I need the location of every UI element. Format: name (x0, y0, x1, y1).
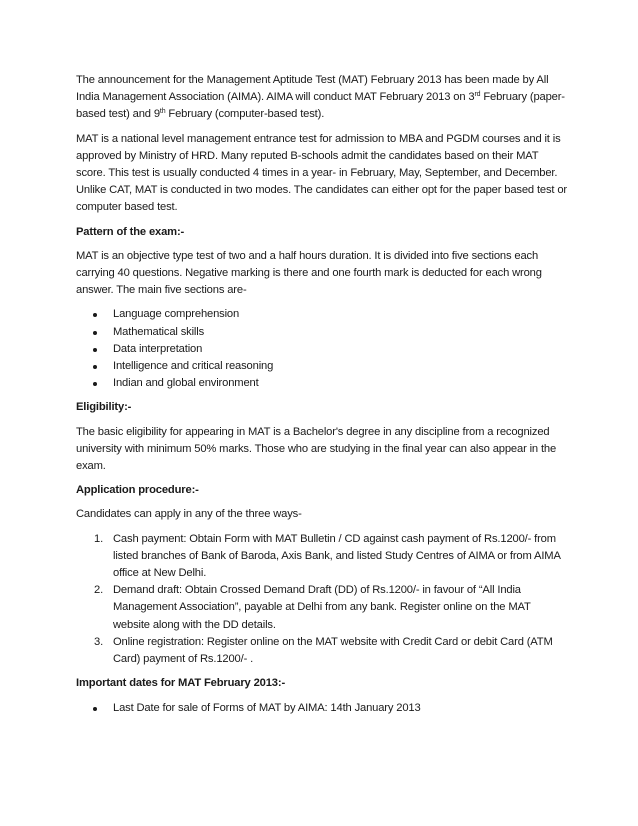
pattern-heading: Pattern of the exam:- (76, 225, 185, 238)
ordinal-suffix-rd: rd (474, 91, 481, 99)
step-number: 2. (94, 584, 104, 597)
dates-heading: Important dates for MAT February 2013:- (76, 677, 286, 690)
list-item: Intelligence and critical reasoning (76, 358, 568, 375)
list-item: Last Date for sale of Forms of MAT by AIMA: 14th January 2013 (76, 700, 568, 717)
application-heading: Application procedure:- (76, 484, 199, 497)
list-item (76, 634, 568, 668)
dates-list (76, 700, 568, 717)
step-number: 1. (94, 532, 104, 545)
sections-list (76, 306, 568, 392)
pattern-paragraph: MAT is an objective type test of two and a half hours duration. It is divided into five sections each carrying 40 questions. Negative marking is there and one fourth mark is deducted for each wrong answer. The main five sections are- (76, 249, 542, 297)
list-item: Data interpretation (76, 341, 568, 358)
list-item (76, 531, 568, 583)
document-page (76, 72, 568, 724)
step-text: Cash payment: Obtain Form with MAT Bulletin / CD against cash payment of Rs.1200/- from listed branches of Bank of Baroda, Axis Bank, and listed Study Centres of AIMA or from AIMA office at New Delhi. (113, 532, 561, 580)
eligibility-paragraph: The basic eligibility for appearing in MAT is a Bachelor's degree in any discipline from a recognized university with minimum 50% marks. Those who are studying in the final year can also appear in the exam. (76, 425, 557, 473)
application-steps-list (76, 531, 568, 669)
list-item: Indian and global environment (76, 375, 568, 392)
intro-text-part-1: The announcement for the Management Aptitude Test (MAT) February 2013 has been made by All India Management Association (AIMA). AIMA will conduct MAT February 2013 on 3 (76, 74, 549, 104)
intro-paragraph-2: MAT is a national level management entrance test for admission to MBA and PGDM courses and it is approved by Ministry of HRD. Many reputed B-schools admit the candidates based on their MAT score. This test is usually conducted 4 times in a year- in February, May, September, and December. Unlike CAT, MAT is conducted in two modes. The candidates can either opt for the paper based test or computer based test. (76, 132, 567, 214)
intro-text-part-2: February (paper-based test) and 9 (76, 91, 565, 121)
step-number: 3. (94, 635, 104, 648)
intro-paragraph-1 (76, 72, 568, 124)
list-item: Mathematical skills (76, 324, 568, 341)
intro-text-part-3: February (computer-based test). (165, 108, 325, 121)
list-item (76, 582, 568, 634)
application-paragraph: Candidates can apply in any of the three ways- (76, 508, 302, 521)
ordinal-suffix-th: th (159, 108, 166, 116)
step-text: Online registration: Register online on the MAT website with Credit Card or debit Card (ATM Card) payment of Rs.1200/- . (113, 635, 553, 666)
step-text: Demand draft: Obtain Crossed Demand Draft (DD) of Rs.1200/- in favour of “All India Management Association”, payable at Delhi from any bank. Register online on the MAT website along with the DD details. (113, 584, 531, 631)
list-item: Language comprehension (76, 306, 568, 323)
eligibility-heading: Eligibility:- (76, 401, 132, 414)
